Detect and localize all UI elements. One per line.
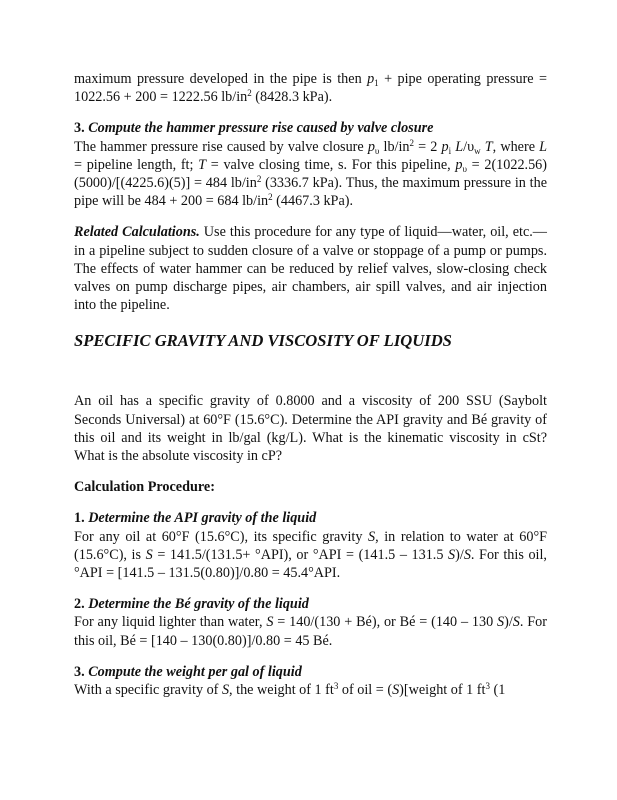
var-p: p	[367, 71, 375, 87]
var-S: S	[392, 682, 400, 699]
var-p: p	[441, 138, 449, 155]
step-heading-hammer	[74, 119, 547, 137]
var-L: L	[455, 138, 464, 155]
text: (1	[489, 682, 506, 699]
subscript: υ	[462, 163, 467, 174]
text: )[weight of 1 ft	[399, 682, 486, 699]
text: (8428.3 kPa).	[251, 89, 333, 106]
var-S: S	[368, 528, 376, 545]
text: , where	[492, 138, 540, 155]
step-title: Determine the Bé gravity of the liquid	[88, 596, 309, 613]
paragraph-related-calculations	[74, 223, 547, 314]
var-p: p	[367, 138, 375, 155]
var-T: T	[198, 156, 207, 173]
text: For any liquid lighter than water,	[74, 614, 267, 631]
paragraph-be	[74, 613, 547, 649]
step-heading-api	[74, 509, 547, 527]
var-S: S	[266, 614, 274, 631]
text: = 140/(130 + Bé), or Bé = (140 – 130	[273, 614, 498, 631]
text: With a specific gravity of	[74, 682, 222, 699]
text: . For this oil, Bé = [140 – 130(0.80)]/0.80 = 45 Bé.	[74, 614, 547, 649]
superscript: 2	[247, 88, 252, 99]
paragraph-weight	[74, 681, 547, 699]
text: The hammer pressure rise caused by valve closure	[74, 138, 368, 155]
related-label: Related Calculations.	[74, 224, 200, 241]
text: = 2	[414, 138, 442, 155]
step-number: 3.	[74, 120, 89, 137]
text: , the weight of 1 ft	[229, 682, 334, 699]
text: = pipeline length, ft;	[74, 156, 199, 173]
step-title: Compute the weight per gal of liquid	[88, 663, 302, 680]
var-S: S	[221, 682, 230, 699]
text: , in relation to water at 60°F (15.6°C), is	[74, 528, 548, 563]
superscript: 2	[268, 192, 273, 203]
text: = 141.5/(131.5+ °API), or °API = (141.5 – 131.5	[152, 546, 449, 563]
step-number: 3.	[74, 663, 89, 680]
text: + pipe operating pressure = 1022.56 + 200 = 1222.56 lb/in	[74, 71, 548, 106]
paragraph-max-pressure	[74, 70, 547, 106]
text: Use this procedure for any type of liquid—water, oil, etc.—in a pipeline subject to sudden closure of a valve or stoppage of a pump or pumps. The effects of water hammer can be reduced by relief valves, slow-closing check valves on pump discharge pipes, air chambers, air spill valves, and air injection into the pipeline.	[74, 224, 547, 314]
step-number: 2.	[74, 596, 89, 613]
var-p: p	[455, 156, 463, 173]
superscript: 2	[409, 137, 415, 148]
text: = 2(1022.56)(5000)/[(4225.6)(5)] = 484 lb/in	[74, 156, 547, 192]
step-number: 1.	[74, 510, 89, 527]
subscript: υ	[374, 145, 380, 156]
var-S: S	[512, 614, 520, 631]
var-S: S	[448, 546, 456, 563]
subscript: i	[448, 145, 452, 156]
subscript: 1	[374, 78, 379, 88]
step-title: Determine the API gravity of the liquid	[88, 510, 317, 527]
var-L: L	[539, 138, 548, 155]
text: )/	[455, 546, 464, 563]
superscript: 3	[333, 681, 339, 692]
var-S: S	[145, 546, 153, 563]
var-T: T	[484, 138, 493, 155]
text: For any oil at 60°F (15.6°C), its specific gravity	[74, 528, 369, 545]
text: (4467.3 kPa).	[272, 193, 354, 210]
subscript: w	[474, 145, 481, 156]
var-S: S	[463, 546, 471, 563]
paragraph-hammer	[74, 138, 547, 211]
problem-statement: An oil has a specific gravity of 0.8000 and a viscosity of 200 SSU (Saybolt Seconds Universal) at 60°F (15.6°C). Determine the API gravity and Bé gravity of this oil and its weight in lb/gal (kg/L). What is the kinematic viscosity in cSt? What is the absolute viscosity in cP?	[74, 393, 547, 465]
text: )/	[504, 614, 513, 631]
calculation-procedure-heading: Calculation Procedure:	[74, 479, 215, 496]
var-S: S	[497, 614, 505, 631]
text: maximum pressure developed in the pipe is then	[74, 71, 368, 87]
paragraph-api	[74, 528, 547, 583]
step-title: Compute the hammer pressure rise caused by valve closure	[88, 120, 434, 137]
text: = valve closing time, s. For this pipeline,	[206, 156, 456, 173]
text: (3336.7 kPa). Thus, the maximum pressure in the pipe will be 484 + 200 = 684 lb/in	[74, 175, 547, 210]
text: . For this oil, °API = [141.5 – 131.5(0.80)]/0.80 = 45.4°API.	[74, 546, 547, 582]
section-title: SPECIFIC GRAVITY AND VISCOSITY OF LIQUIDS	[74, 331, 452, 351]
text: /υ	[463, 138, 475, 155]
step-heading-weight	[74, 663, 547, 681]
text: of oil = (	[338, 682, 393, 699]
superscript: 3	[485, 681, 490, 692]
superscript: 2	[256, 174, 262, 185]
text: lb/in	[379, 138, 410, 155]
step-heading-be	[74, 595, 547, 613]
